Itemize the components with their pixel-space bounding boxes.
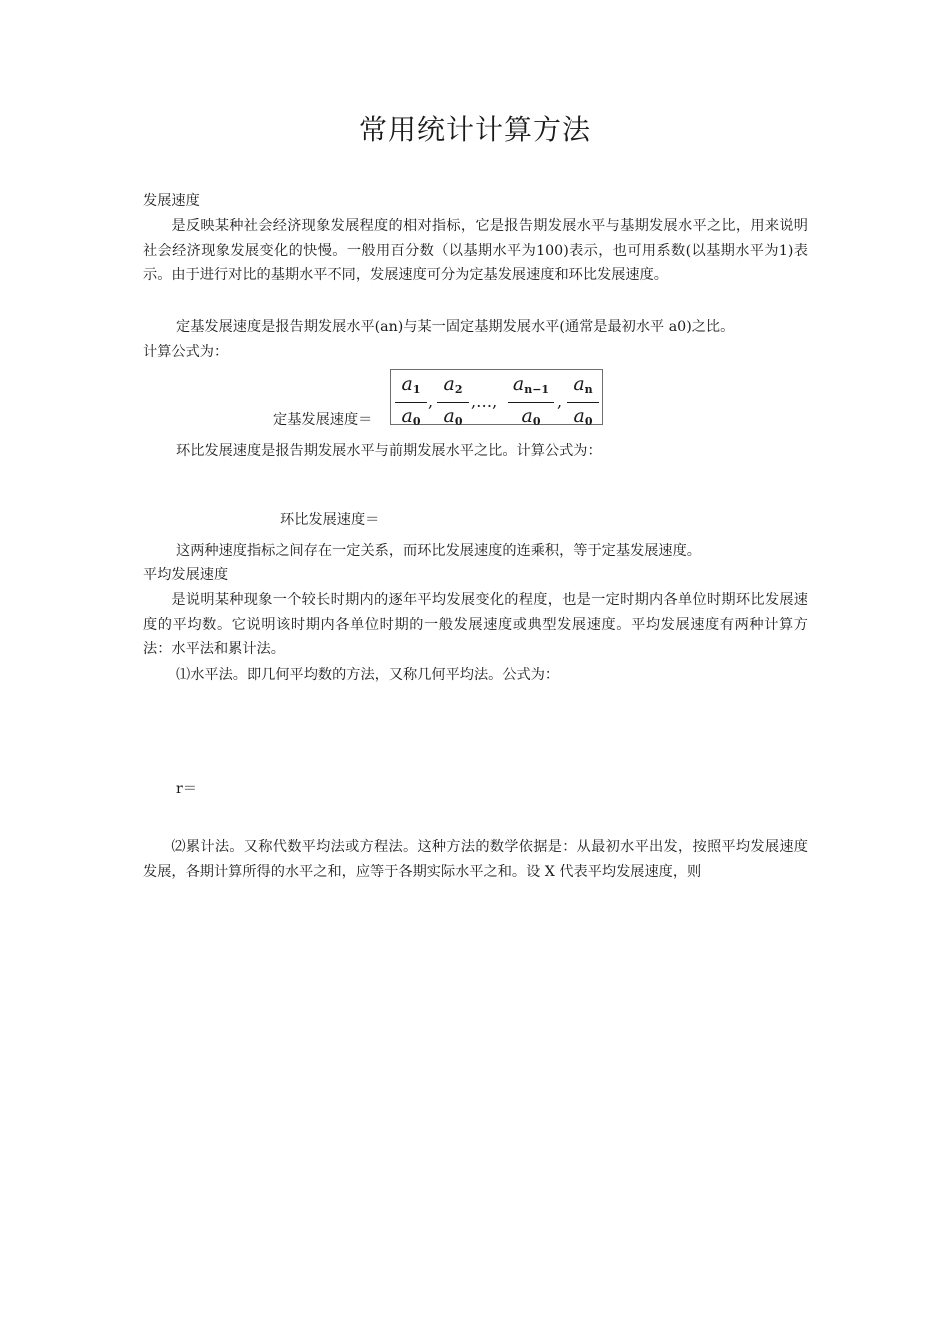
fraction-a1-a0: $a_1$ $a_0$ (395, 373, 427, 423)
section-heading-average-speed: 平均发展速度 (143, 567, 229, 583)
paragraph-speed-relation: 这两种速度指标之间存在一定关系，而环比发展速度的连乘积，等于定基发展速度。 (176, 543, 701, 559)
paragraph-level-method: ⑴水平法。即几何平均数的方法，又称几何平均法。公式为： (176, 667, 560, 683)
paragraph-chain-speed: 环比发展速度是报告期发展水平与前期发展水平之比。计算公式为： (176, 443, 602, 459)
level-method-formula-label: r＝ (176, 781, 197, 797)
chain-speed-formula-label: 环比发展速度＝ (280, 512, 380, 528)
paragraph-average-speed-definition: 是说明某种现象一个较长时期内的逐年平均发展变化的程度，也是一定时期内各单位时期环比发展速度的平均数。它说明该时期内各单位时期的一般发展速度或典型发展速度。平均发展速度有两种计算方法：水平法和累计法。 (143, 592, 808, 658)
fraction-a2-a0: $a_2$ $a_0$ (437, 373, 469, 423)
page-title: 常用统计计算方法 (358, 113, 591, 146)
formula-separator: , (557, 392, 563, 411)
paragraph-development-speed-definition: 是反映某种社会经济现象发展程度的相对指标，它是报告期发展水平与基期发展水平之比，用来说明社会经济现象发展变化的快慢。一般用百分数（以基期水平为100)表示，也可用系数(以基期水平为1)表示。由于进行对比的基期水平不同，发展速度可分为定基发展速度和环比发展速度。 (143, 218, 808, 284)
formula-ellipsis: ,…, (471, 392, 498, 411)
paragraph-fixed-base-line2: 计算公式为： (143, 344, 229, 360)
section-heading-development-speed: 发展速度 (143, 193, 200, 209)
paragraph-fixed-base-line1: 定基发展速度是报告期发展水平(an)与某一固定基期发展水平(通常是最初水平 a0)之比。 (176, 319, 735, 335)
fraction-an-1-a0: $a_{n-1}$ $a_0$ (508, 373, 554, 423)
paragraph-cumulative-method: ⑵累计法。又称代数平均法或方程法。这种方法的数学依据是：从最初水平出发，按照平均发展速度发展，各期计算所得的水平之和，应等于各期实际水平之和。设 X 代表平均发展速度，则 (143, 839, 808, 880)
fraction-an-a0: $a_n$ $a_0$ (567, 373, 599, 423)
fixed-base-formula-image (390, 369, 603, 428)
formula-separator: , (428, 392, 434, 411)
fixed-base-formula-label: 定基发展速度＝ (273, 412, 373, 428)
